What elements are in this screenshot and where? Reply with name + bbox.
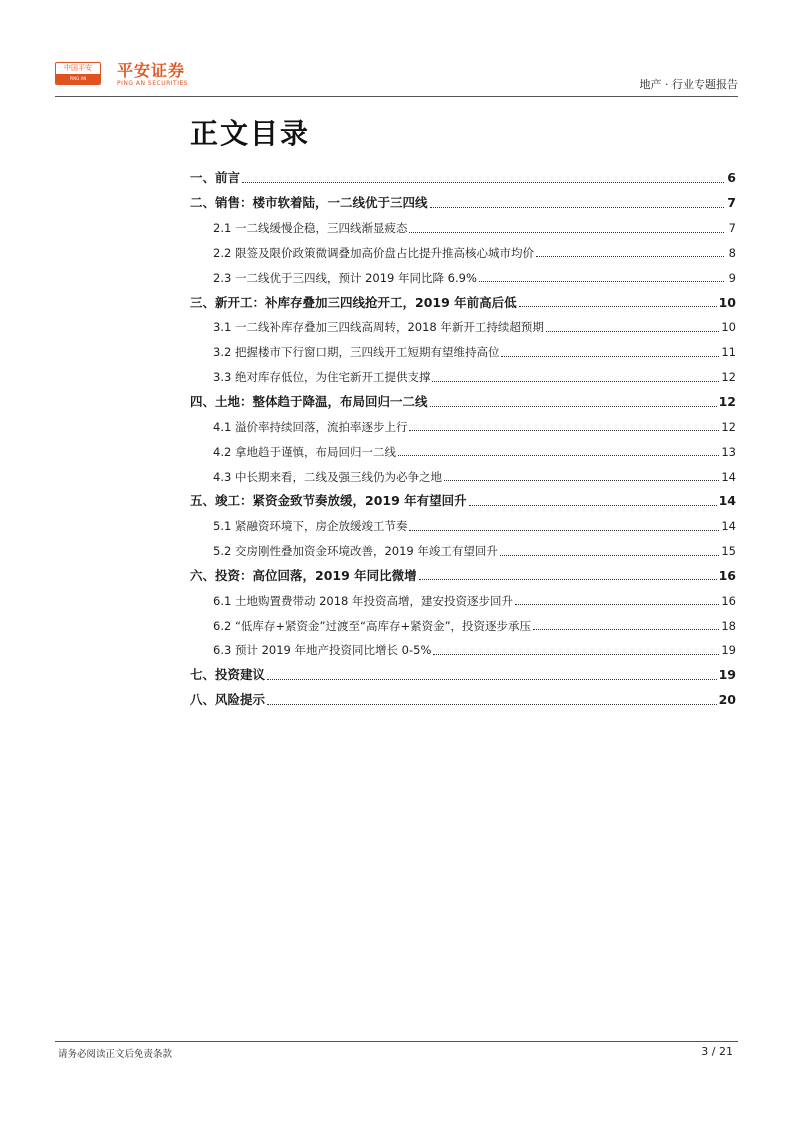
toc-entry-page: 12 [721,370,736,385]
brand-name-en: PING AN SECURITIES [117,80,189,87]
toc-dot-leader [501,356,719,357]
toc-entry-label: 四、土地：整体趋于降温，布局回归一二线 [190,394,428,410]
toc-entry-label: 三、新开工：补库存叠加三四线抢开工，2019 年前高后低 [190,294,517,310]
toc-entry-label: 一、前言 [190,170,241,186]
toc-entry-page: 16 [718,567,736,583]
badge-subtext: PING AN [56,74,100,84]
toc-entry-label: 4.3 中长期来看，二线及强三线仍为必争之地 [213,469,442,484]
toc-entry-page: 11 [721,345,736,360]
header-divider [55,96,738,97]
company-logo [55,62,188,88]
toc-subsection-entry[interactable] [190,638,736,663]
toc-entry-label: 4.1 溢价率持续回落，流拍率逐步上行 [213,419,408,434]
ping-an-badge-icon [55,62,101,85]
toc-dot-leader [430,207,724,208]
toc-subsection-entry[interactable] [190,365,736,390]
toc-dot-leader [519,306,717,307]
toc-dot-leader [469,505,717,506]
toc-entry-label: 八、风险提示 [190,692,266,708]
table-of-contents [190,166,736,713]
toc-entry-label: 6.1 土地购置费带动 2018 年投资高增，建安投资逐步回升 [213,593,514,608]
toc-dot-leader [500,555,719,556]
toc-entry-label: 五、竣工：紧资金致节奏放缓，2019 年有望回升 [190,493,467,509]
toc-entry-label: 六、投资：高位回落，2019 年同比微增 [190,567,417,583]
toc-dot-leader [546,331,719,332]
toc-dot-leader [419,579,717,580]
toc-subsection-entry[interactable] [190,340,736,365]
toc-dot-leader [242,182,724,183]
toc-entry-page: 7 [727,195,736,211]
toc-subsection-entry[interactable] [190,315,736,340]
toc-entry-page: 12 [721,419,736,434]
toc-entry-label: 3.3 绝对库存低位，为住宅新开工提供支撑 [213,370,431,385]
toc-entry-label: 2.3 一二线优于三四线，预计 2019 年同比降 6.9% [213,270,477,285]
toc-dot-leader [536,256,724,257]
toc-section-entry[interactable] [190,489,736,514]
toc-subsection-entry[interactable] [190,439,736,464]
toc-subsection-entry[interactable] [190,588,736,613]
toc-entry-page: 10 [718,294,736,310]
toc-entry-label: 2.2 限签及限价政策微调叠加高价盘占比提升推高核心城市均价 [213,245,534,260]
toc-entry-label: 2.1 一二线缓慢企稳，三四线渐显疲态 [213,221,408,236]
toc-subsection-entry[interactable] [190,539,736,564]
toc-dot-leader [267,704,717,705]
toc-entry-label: 6.2 “低库存+紧资金”过渡至“高库存+紧资金”，投资逐步承压 [213,618,532,633]
footer-disclaimer: 请务必阅读正文后免责条款 [58,1049,173,1060]
brand-wordmark [117,62,188,88]
toc-entry-label: 3.1 一二线补库存叠加三四线高周转，2018 年新开工持续超预期 [213,320,544,335]
toc-entry-label: 七、投资建议 [190,667,266,683]
toc-subsection-entry[interactable] [190,464,736,489]
report-type: 地产 · 行业专题报告 [639,78,738,91]
toc-dot-leader [398,455,719,456]
toc-section-entry[interactable] [190,663,736,688]
toc-entry-page: 14 [721,469,736,484]
toc-entry-page: 19 [718,667,736,683]
toc-entry-page: 13 [721,444,736,459]
toc-entry-label: 6.3 预计 2019 年地产投资同比增长 0-5% [213,643,432,658]
toc-dot-leader [430,406,717,407]
toc-entry-page: 9 [728,270,736,285]
toc-section-entry[interactable] [190,191,736,216]
toc-entry-page: 19 [721,643,736,658]
toc-dot-leader [409,530,719,531]
toc-section-entry[interactable] [190,564,736,589]
toc-dot-leader [433,654,719,655]
page-header [55,58,738,98]
toc-subsection-entry[interactable] [190,514,736,539]
toc-entry-page: 8 [728,245,736,260]
toc-section-entry[interactable] [190,290,736,315]
toc-dot-leader [409,430,719,431]
toc-section-entry[interactable] [190,390,736,415]
toc-entry-page: 20 [718,692,736,708]
toc-section-entry[interactable] [190,688,736,713]
toc-entry-page: 12 [718,394,736,410]
toc-entry-label: 二、销售：楼市软着陆，一二线优于三四线 [190,195,428,211]
toc-entry-page: 18 [721,618,736,633]
toc-subsection-entry[interactable] [190,414,736,439]
toc-subsection-entry[interactable] [190,613,736,638]
toc-entry-page: 14 [718,493,736,509]
toc-dot-leader [533,629,719,630]
toc-entry-label: 5.1 紧融资环境下，房企放缓竣工节奏 [213,519,408,534]
toc-subsection-entry[interactable] [190,216,736,241]
toc-dot-leader [409,232,724,233]
toc-entry-page: 16 [721,593,736,608]
toc-entry-page: 14 [721,519,736,534]
toc-title: 正文目录 [190,117,311,150]
toc-dot-leader [432,381,719,382]
toc-entry-page: 10 [721,320,736,335]
toc-subsection-entry[interactable] [190,265,736,290]
toc-dot-leader [515,604,719,605]
toc-section-entry[interactable] [190,166,736,191]
toc-entry-page: 7 [728,221,736,236]
toc-entry-label: 3.2 把握楼市下行窗口期，三四线开工短期有望维持高位 [213,345,500,360]
footer-divider [55,1041,738,1042]
toc-subsection-entry[interactable] [190,241,736,266]
toc-entry-page: 15 [721,544,736,559]
badge-text: 中国平安 [64,64,92,72]
toc-entry-label: 5.2 交房刚性叠加资金环境改善，2019 年竣工有望回升 [213,544,498,559]
brand-name-cn: 平安证券 [117,61,186,80]
toc-dot-leader [267,679,717,680]
toc-entry-page: 6 [727,170,736,186]
toc-entry-label: 4.2 拿地趋于谨慎，布局回归一二线 [213,444,396,459]
page-indicator: 3 / 21 [701,1045,733,1058]
toc-dot-leader [479,281,724,282]
toc-dot-leader [444,480,719,481]
